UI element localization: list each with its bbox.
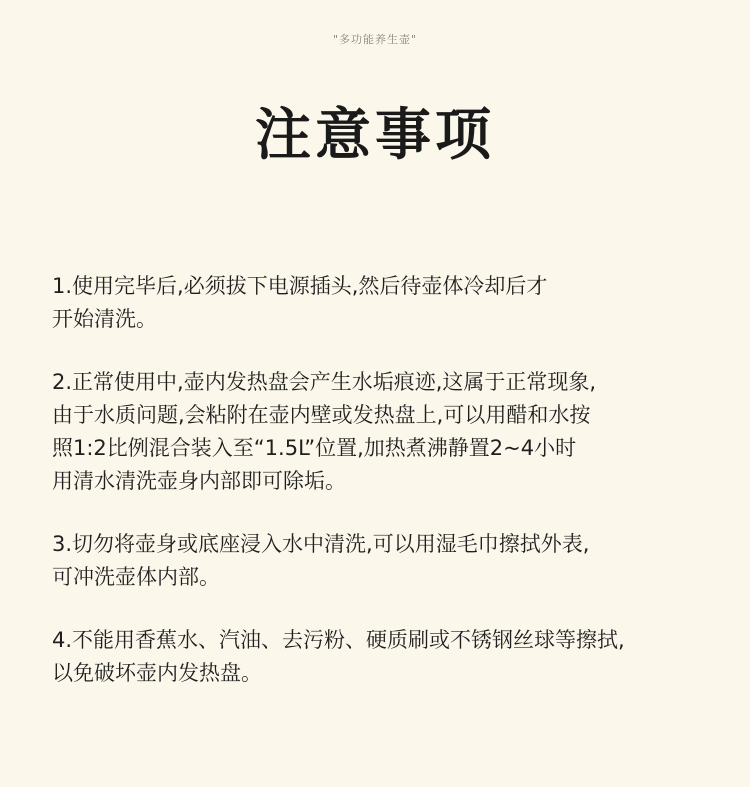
note-item-3 <box>52 528 742 594</box>
note-line: 照1:2比例混合装入至“1.5L”位置,加热煮沸静置2~4小时 <box>52 436 577 460</box>
note-line: 可冲洗壶体内部。 <box>52 565 220 589</box>
product-tag: "多功能养生壶" <box>332 33 418 46</box>
note-line: 以免破坏壶内发热盘。 <box>52 661 262 685</box>
note-line: 由于水质问题,会粘附在壶内壁或发热盘上,可以用醋和水按 <box>52 403 591 427</box>
note-line: 1.使用完毕后,必须拔下电源插头,然后待壶体冷却后才 <box>52 274 548 298</box>
note-item-4 <box>52 624 742 690</box>
note-item-2 <box>52 366 742 498</box>
note-line: 3.切勿将壶身或底座浸入水中清洗,可以用湿毛巾擦拭外表, <box>52 532 590 556</box>
note-item-1 <box>52 270 742 336</box>
note-line: 4.不能用香蕉水、汽油、去污粉、硬质刷或不锈钢丝球等擦拭, <box>52 628 625 652</box>
page-title: 注意事项 <box>255 103 495 168</box>
notes-list <box>52 270 742 720</box>
note-line: 2.正常使用中,壶内发热盘会产生水垢痕迹,这属于正常现象, <box>52 370 597 394</box>
note-line: 用清水清洗壶身内部即可除垢。 <box>52 469 346 493</box>
note-line: 开始清洗。 <box>52 307 157 331</box>
